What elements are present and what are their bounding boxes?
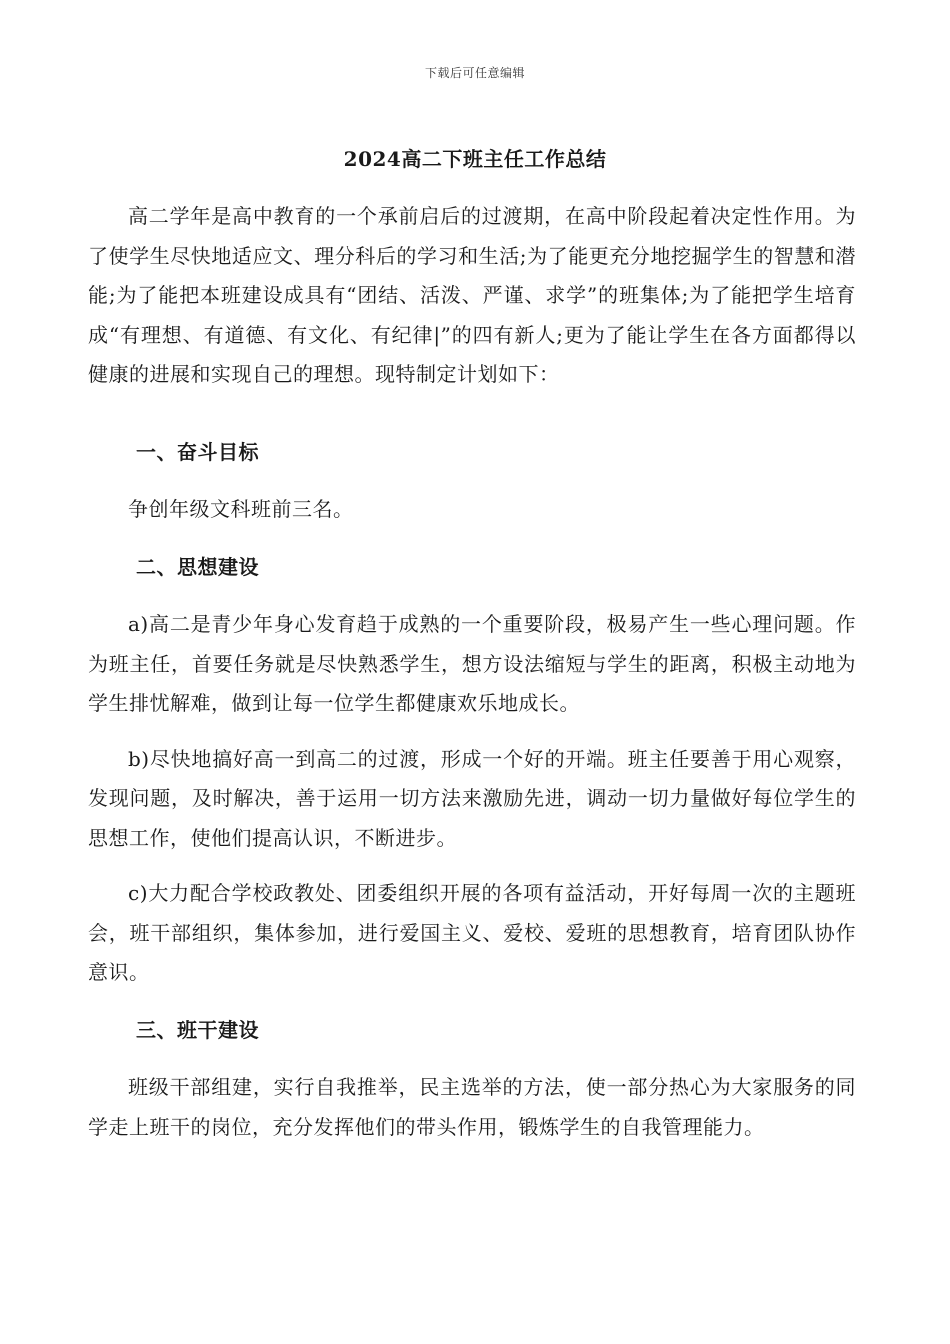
intro-paragraph: 高二学年是高中教育的一个承前启后的过渡期，在高中阶段起着决定性作用。为了使学生尽快地适应文、理分科后的学习和生活;为了能更充分地挖掘学生的智慧和潜能;为了能把本班建设成具有“团结、活泼、严谨、求学”的班集体;为了能把学生培育成“有理想、有道德、有文化、有纪律|”的四有新人;更为了能让学生在各方面都得以健康的进展和实现自己的理想。现特制定计划如下： [88,204,856,386]
ideology-paragraph-b: b)尽快地搞好高一到高二的过渡，形成一个好的开端。班主任要善于用心观察，发现问题，及时解决，善于运用一切方法来激励先进，调动一切力量做好每位学生的思想工作，使他们提高认识，不断进步。 [88,746,856,850]
header-note: 下载后可任意编辑 [424,66,525,80]
section-heading-goal: 一、奋斗目标 [136,439,259,464]
goal-paragraph: 争创年级文科班前三名。 [128,497,354,521]
cadre-paragraph: 班级干部组建，实行自我推举，民主选举的方法，使一部分热心为大家服务的同学走上班干的岗位，充分发挥他们的带头作用，锻炼学生的自我管理能力。 [88,1075,856,1139]
ideology-paragraph-c: c)大力配合学校政教处、团委组织开展的各项有益活动，开好每周一次的主题班会，班干部组织，集体参加，进行爱国主义、爱校、爱班的思想教育，培育团队协作意识。 [88,881,856,984]
document-title: 2024高二下班主任工作总结 [343,147,607,171]
section-heading-cadre: 三、班干建设 [136,1017,259,1042]
section-heading-ideology: 二、思想建设 [136,554,259,579]
document-body [88,197,856,1147]
ideology-paragraph-a: a)高二是青少年身心发育趋于成熟的一个重要阶段，极易产生一些心理问题。作为班主任，首要任务就是尽快熟悉学生，想方设法缩短与学生的距离，积极主动地为学生排忧解难，做到让每一位学生都健康欢乐地成长。 [88,612,856,715]
